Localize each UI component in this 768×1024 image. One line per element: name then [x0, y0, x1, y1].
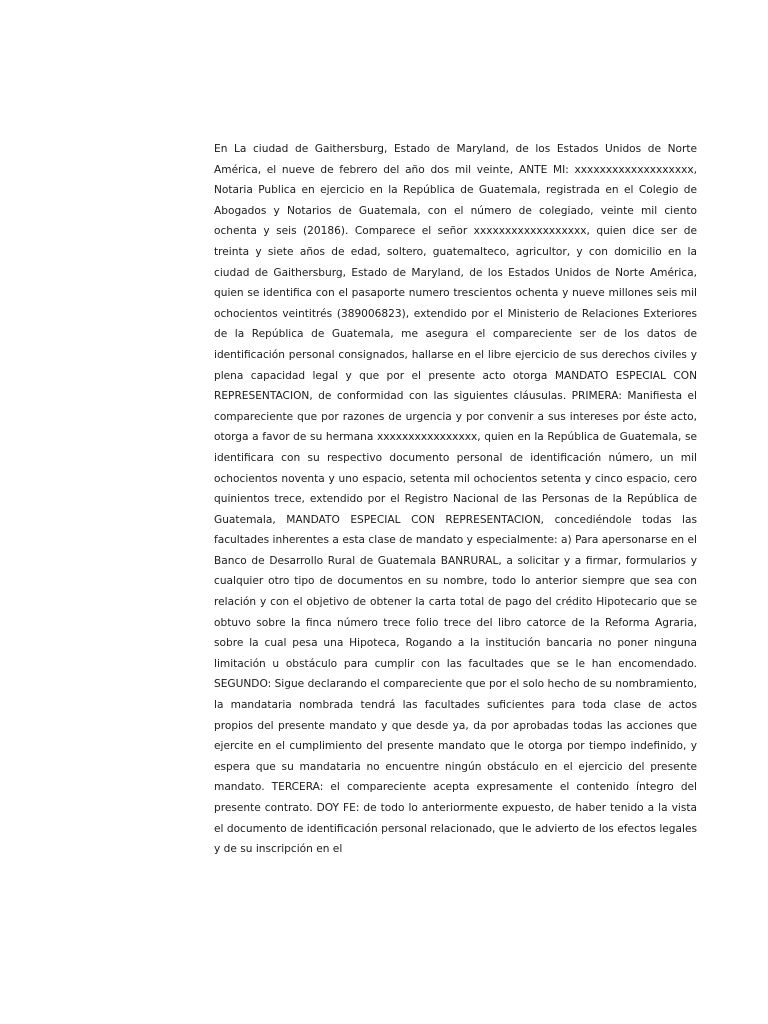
document-body-paragraph: En La ciudad de Gaithersburg, Estado de Maryland, de los Estados Unidos de Norte América, el nueve de febrero del año dos mil veinte, ANTE MI: xxxxxxxxxxxxxxxxxxx, Notaria Publica en ejercicio en la República de Guatemala, registrada en el Colegio de Abogados y Notarios de Guatemala, con el número de colegiado, veinte mil ciento ochenta y seis (20186). Comparece el señor xxxxxxxxxxxxxxxxxx, quien dice ser de treinta y siete años de edad, soltero, guatemalteco, agricultor, y con domicilio en la ciudad de Gaithersburg, Estado de Maryland, de los Estados Unidos de Norte América, quien se identifica con el pasaporte numero trescientos ochenta y nueve millones seis mil ochocientos veintitrés (389006823), extendido por el Ministerio de Relaciones Exteriores de la República de Guatemala, me asegura el compareciente ser de los datos de identificación personal consignados, hallarse en el libre ejercicio de sus derechos civiles y plena capacidad legal y que por el presente acto otorga MANDATO ESPECIAL CON REPRESENTACION, de conformidad con las siguientes cláusulas. PRIMERA: Manifiesta el compareciente que por razones de urgencia y por convenir a sus intereses por éste acto, otorga a favor de su hermana xxxxxxxxxxxxxxxx, quien en la República de Guatemala, se identificara con su respectivo documento personal de identificación número, un mil ochocientos noventa y uno espacio, setenta mil ochocientos setenta y cinco espacio, cero quinientos trece, extendido por el Registro Nacional de las Personas de la República de Guatemala, MANDATO ESPECIAL CON REPRESENTACION, concediéndole todas las facultades inherentes a esta clase de mandato y especialmente: a) Para apersonarse en el Banco de Desarrollo Rural de Guatemala BANRURAL, a solicitar y a firmar, formularios y cualquier otro tipo de documentos en su nombre, todo lo anterior siempre que sea con relación y con el objetivo de obtener la carta total de pago del crédito Hipotecario que se obtuvo sobre la finca número trece folio trece del libro catorce de la Reforma Agraria, sobre la cual pesa una Hipoteca, Rogando a la institución bancaria no poner ninguna limitación u obstáculo para cumplir con las facultades que se le han encomendado. SEGUNDO: Sigue declarando el compareciente que por el solo hecho de su nombramiento, la mandataria nombrada tendrá las facultades suficientes para toda clase de actos propios del presente mandato y que desde ya, da por aprobadas todas las acciones que ejercite en el cumplimiento del presente mandato que le otorga por tiempo indefinido, y espera que su mandataria no encuentre ningún obstáculo en el ejercicio del presente mandato. TERCERA: el compareciente acepta expresamente el contenido íntegro del presente contrato. DOY FE: de todo lo anteriormente expuesto, de haber tenido a la vista el documento de identificación personal relacionado, que le advierto de los efectos legales y de su inscripción en el — [214, 143, 697, 856]
